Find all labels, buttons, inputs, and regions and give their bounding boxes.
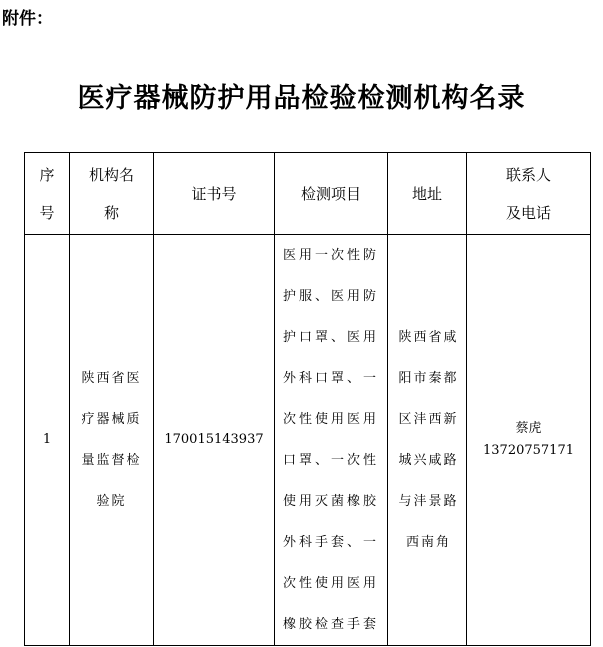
cell-address [388,235,467,646]
item-line: 橡胶检查手套 [282,617,379,632]
address-line: 陕西省咸 [398,330,459,345]
item-line: 次性使用医用 [282,576,379,591]
item-line: 医用一次性防 [282,248,379,263]
cell-org [70,235,154,646]
org-line: 量监督检 [81,453,142,468]
attachment-label: 附件： [2,9,53,29]
item-line: 使用灭菌橡胶 [282,494,379,509]
cell-items [275,235,388,646]
address-line: 与沣景路 [398,494,459,509]
contact-phone: 13720757171 [483,443,574,458]
header-contact: 联系人 及电话 [467,153,591,235]
table-header-row [25,153,591,235]
header-seq: 序 号 [25,153,70,235]
address-line: 区沣西新 [398,412,459,427]
address-line: 阳市秦都 [398,371,459,386]
cell-contact [467,235,591,646]
address-line: 西南角 [405,535,451,550]
address-line: 城兴咸路 [398,453,459,468]
cell-seq: 1 [25,235,70,646]
cell-cert: 170015143937 [154,235,275,646]
header-cert: 证书号 [154,153,275,235]
item-line: 外科手套、一 [282,535,379,550]
org-line: 验院 [96,494,127,509]
header-address: 地址 [388,153,467,235]
page-title: 医疗器械防护用品检验检测机构名录 [77,83,526,114]
table-row [25,235,591,646]
org-line: 疗器械质 [81,412,142,427]
item-line: 次性使用医用 [282,412,379,427]
header-org: 机构名 称 [70,153,154,235]
institution-table [24,152,591,646]
item-line: 护服、医用防 [282,289,379,304]
item-line: 外科口罩、一 [282,371,379,386]
contact-name: 蔡虎 [515,421,542,436]
item-line: 护口罩、医用 [282,330,379,345]
org-line: 陕西省医 [81,371,142,386]
item-line: 口罩、一次性 [282,453,379,468]
header-items: 检测项目 [275,153,388,235]
